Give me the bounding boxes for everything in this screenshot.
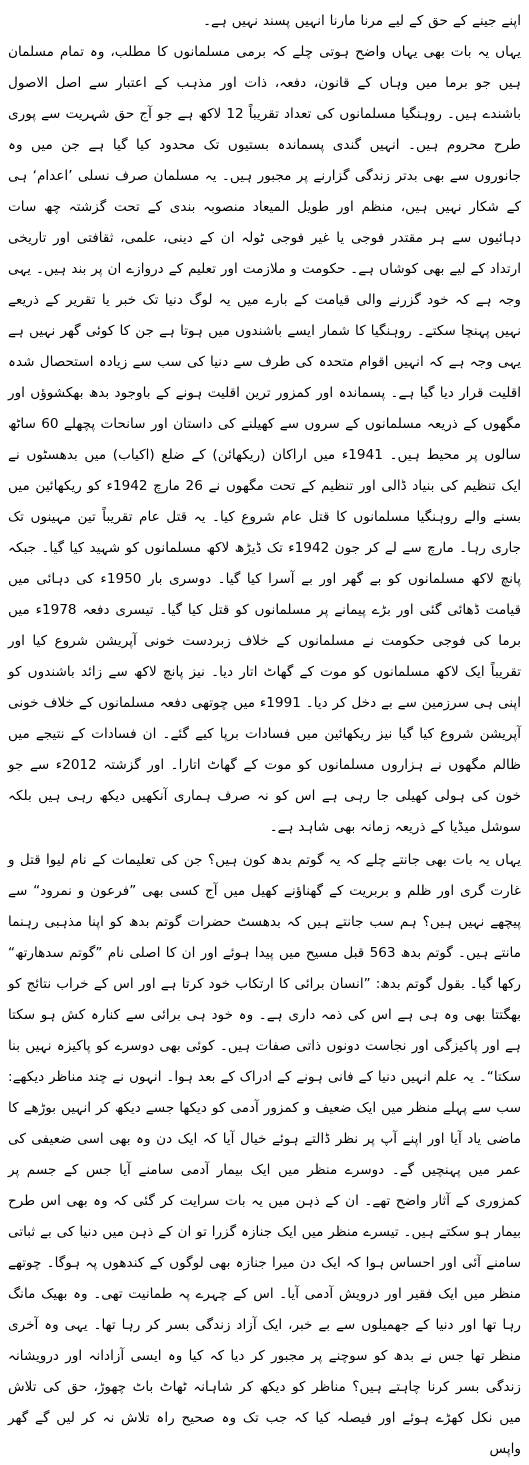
paragraph-gautam-buddha: یہاں یہ بات بھی جانتے چلے کہ یہ گوتم بدھ کون ہیں؟ جن کی تعلیمات کے نام لیوا قتل و غارت گری اور ظلم و بربریت کے گھناؤنے کھیل میں آج کسی بھی ”فرعون و نمرود“ سے پیچھے نہیں ہیں؟ ہم سب جانتے ہیں کہ بدھسٹ حضرات گوتم بدھ کو اپنا مذہبی رہنما مانتے ہیں۔ گوتم بدھ 563 قبل مسیح میں پیدا ہوئے اور ان کا اصلی نام ”گوتم سدھارتھ“ رکھا گیا۔ بقول گوتم بدھ: ”انسان برائی کا ارتکاب خود کرتا ہے اور اس کے خراب نتائج کو بھگتتا بھی وہ ہی ہے اس کی ذمہ داری ہے۔ وہ خود ہی برائی سے کنارہ کش ہو سکتا ہے اور پاکیزگی اور نجاست دونوں ذاتی صفات ہیں۔ کوئی بھی دوسرے کو پاکیزہ نہیں بنا سکتا“۔ یہ علم انہیں دنیا کے فانی ہونے کے ادراک کے بعد ہوا۔ انہوں نے چند مناظر دیکھے: سب سے پہلے منظر میں ایک ضعیف و کمزور آدمی کو دیکھا جسے دیکھ کر انہیں بوڑھے کا ماضی یاد آیا اور اپنے آپ پر نظر ڈالتے ہوئے خیال آیا کہ ایک دن وہ بھی اسی ضعیفی کی عمر میں پہنچیں گے۔ دوسرے منظر میں ایک بیمار آدمی سامنے آیا جس کے جسم پر کمزوری کے آثار واضح تھے۔ ان کے ذہن میں یہ بات سرایت کر گئی کہ وہ بھی اس طرح بیمار ہو سکتے ہیں۔ تیسرے منظر میں ایک جنازہ گزرا تو ان کے ذہن میں دنیا کی بے ثباتی سامنے آئی اور احساس ہوا کہ ایک دن میرا جنازہ بھی لوگوں کے کندھوں پہ ہوگا۔ چوتھے منظر میں ایک فقیر اور درویش آدمی آیا۔ اس کے چہرے پہ طمانیت تھی۔ وہ بھیک مانگ رہا تھا اور دنیا کے جھمیلوں سے بے خبر، ایک آزاد زندگی بسر کر رہا تھا۔ یہی وہ آخری منظر تھا جس نے بدھ کو سوچنے پر مجبور کر دیا کہ کیا وہ ایسی آزادانہ اور درویشانہ زندگی بسر کرنا چاہتے ہیں؟ مناظر کو دیکھ کر شاہانہ ٹھاٹ باٹ چھوڑ، حق کی تلاش میں نکل کھڑے ہوئے اور فیصلہ کیا کہ جب تک وہ صحیح راہ تلاش نہ کر لیں گے گھر واپس: [8, 852, 521, 1457]
paragraph-rohingya-history: یہاں یہ بات بھی یہاں واضح ہوتی چلے کہ برمی مسلمانوں کا مطلب، وہ تمام مسلمان ہیں جو برما میں وہاں کے قانون، دفعہ، ذات اور مذہب کے اعتبار سے اصل الاصول باشندے ہیں۔ روہنگیا مسلمانوں کی تعداد تقریباً 12 لاکھ ہے جو آج حق شہریت سے پوری طرح محروم ہیں۔ انہیں گندی پسماندہ بستیوں تک محدود کیا گیا ہے جن میں وہ جانوروں سے بھی بدتر زندگی گزارنے پر مجبور ہیں۔ یہ مسلمان صرف نسلی ’اعدام‘ ہی کے شکار نہیں ہیں، منظم اور طویل المیعاد منصوبہ بندی کے تحت گزشتہ چھ سات دہائیوں سے ہر مقتدر فوجی یا غیر فوجی ٹولہ ان کے دینی، علمی، ثقافتی اور تاریخی ارتداد کے لیے بھی کوشاں ہے۔ حکومت و ملازمت اور تعلیم کے دروازے ان پر بند ہیں۔ یہی وجہ ہے کہ خود گزرنے والی قیامت کے بارے میں یہ لوگ دنیا تک خبر یا تقریر کے ذریعے نہیں پہنچا سکتے۔ روہنگیا کا شمار ایسے باشندوں میں ہوتا ہے جن کا کوئی گھر نہیں ہے یہی وجہ ہے کہ انہیں اقوام متحدہ کی طرف سے دنیا کی سب سے زیادہ استحصال شدہ اقلیت قرار دیا گیا ہے۔ پسماندہ اور کمزور ترین اقلیت ہونے کے باوجود بدھ بھکشوؤں اور مگھوں کے ذریعہ مسلمانوں کے سروں سے کھیلنے کی داستان اور سانحات پچھلے 60 ساٹھ سالوں پر محیط ہیں۔ 1941ء میں اراکان (ریکھائن) کے ضلع (اکیاب) میں بدھسٹوں نے ایک تنظیم کی بنیاد ڈالی اور تنظیم کے تحت مگھوں نے 26 مارچ 1942ء کو ریکھائین میں بسنے والے روہنگیا مسلمانوں کا قتل عام شروع کیا۔ یہ قتل عام تقریباً تین مہینوں تک جاری رہا۔ مارچ سے لے کر جون 1942ء تک ڈیڑھ لاکھ مسلمانوں کو شہید کیا گیا۔ جبکہ پانچ لاکھ مسلمانوں کو بے گھر اور بے آسرا کیا گیا۔ دوسری بار 1950ء کی دہائی میں قیامت ڈھائی گئی اور بڑے پیمانے پر مسلمانوں کو قتل کیا گیا۔ تیسری دفعہ 1978ء میں برما کی فوجی حکومت نے مسلمانوں کے خلاف زبردست خونی آپریشن شروع کیا اور تقریباً ایک لاکھ مسلمانوں کو موت کے گھاٹ اتار دیا۔ نیز پانچ لاکھ سے زائد باشندوں کو اپنی ہی سرزمین سے بے دخل کر دیا۔ 1991ء میں چوتھی دفعہ مسلمانوں کے خلاف خونی آپریشن شروع کیا گیا نیز ریکھائین میں فسادات برپا کیے گئے۔ ان فسادات کے نتیجے میں ظالم مگھوں نے ہزاروں مسلمانوں کو موت کے گھاٹ اتارا۔ اور گزشتہ 2012ء سے جو خون کی ہولی کھیلی جا رہی ہے اس کو نہ صرف ہماری آنکھیں دیکھ رہی ہیں بلکہ سوشل میڈیا کے ذریعہ زمانہ بھی شاہد ہے۔: [8, 44, 522, 835]
paragraph-intro: اپنے جینے کے حق کے لیے مرنا مارنا انہیں پسند نہیں ہے۔: [203, 13, 521, 29]
